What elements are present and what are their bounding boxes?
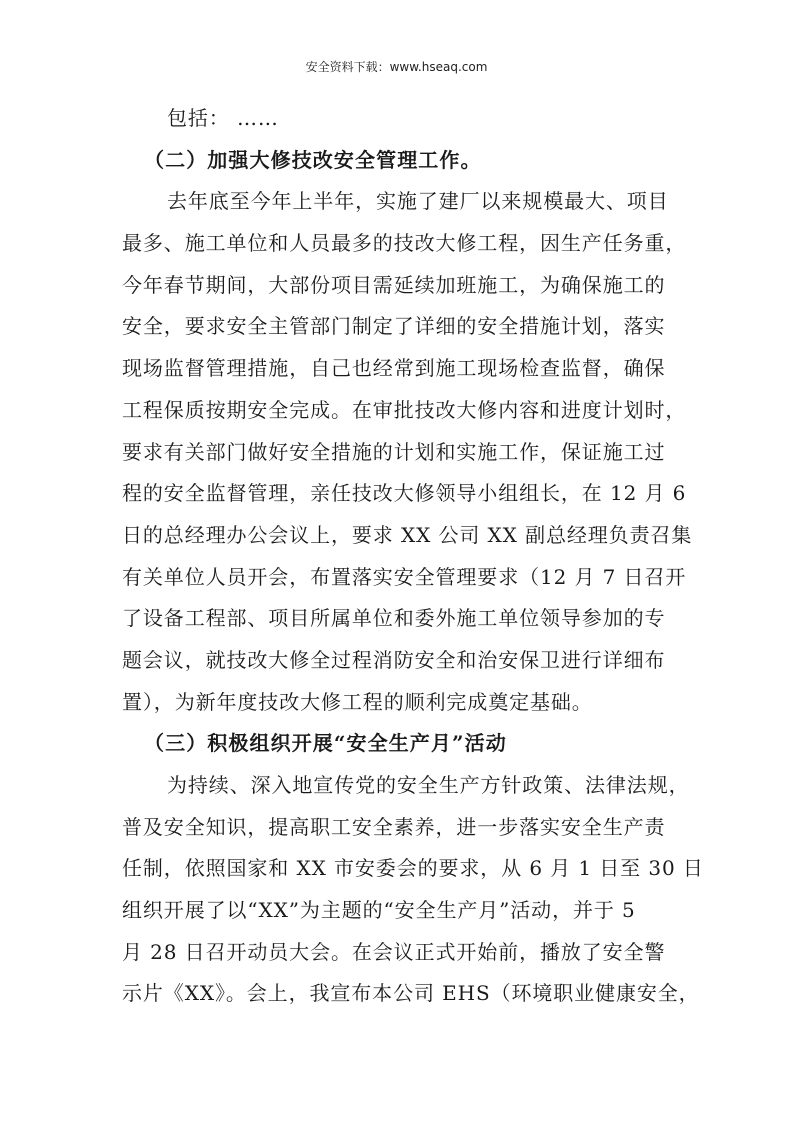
paragraph-line: 为持续、深入地宣传党的安全生产方针政策、法律法规，	[167, 773, 690, 797]
paragraph-line: 工程保质按期安全完成。在审批技改大修内容和进度计划时，	[122, 397, 687, 422]
section-heading: （三）积极组织开展“安全生产月”活动	[144, 731, 507, 756]
paragraph-line: 日的总经理办公会议上，要求 XX 公司 XX 副总经理负责召集	[122, 522, 693, 547]
document-body	[122, 98, 704, 1015]
page-header: 安全资料下载：www.hseaq.com	[305, 60, 488, 74]
paragraph-line: 今年春节期间，大部份项目需延续加班施工，为确保施工的	[122, 272, 666, 297]
paragraph-line: 普及安全知识，提高职工安全素养，进一步落实安全生产责	[122, 814, 666, 839]
paragraph-line: 最多、施工单位和人员最多的技改大修工程，因生产任务重，	[122, 231, 687, 256]
paragraph-line: 安全，要求安全主管部门制定了详细的安全措施计划，落实	[122, 314, 666, 339]
paragraph-line: 示片《XX》。会上，我宣布本公司 EHS（环境职业健康安全，	[122, 981, 700, 1006]
paragraph-line: 置），为新年度技改大修工程的顺利完成奠定基础。	[122, 689, 593, 714]
section-heading: （二）加强大修技改安全管理工作。	[144, 147, 482, 172]
paragraph-line: 题会议，就技改大修全过程消防安全和治安保卫进行详细布	[122, 647, 666, 672]
paragraph-line: 现场监督管理措施，自己也经常到施工现场检查监督，确保	[122, 356, 666, 381]
paragraph-line: 去年底至今年上半年，实施了建厂以来规模最大、项目	[167, 189, 669, 214]
paragraph-line: 了设备工程部、项目所属单位和委外施工单位领导参加的专	[122, 606, 666, 631]
paragraph-line: 有关单位人员开会，布置落实安全管理要求（12 月 7 日召开	[122, 564, 687, 589]
paragraph-line: 任制，依照国家和 XX 市安委会的要求，从 6 月 1 日至 30 日	[122, 856, 704, 881]
paragraph-line: 组织开展了以“XX”为主题的“安全生产月”活动，并于 5	[122, 898, 636, 923]
paragraph-line: 要求有关部门做好安全措施的计划和实施工作，保证施工过	[122, 439, 666, 464]
paragraph-line: 包括： ……	[167, 106, 279, 130]
paragraph-line: 月 28 日召开动员大会。在会议正式开始前，播放了安全警	[122, 939, 666, 964]
paragraph-line: 程的安全监督管理，亲任技改大修领导小组组长，在 12 月 6	[122, 481, 687, 506]
